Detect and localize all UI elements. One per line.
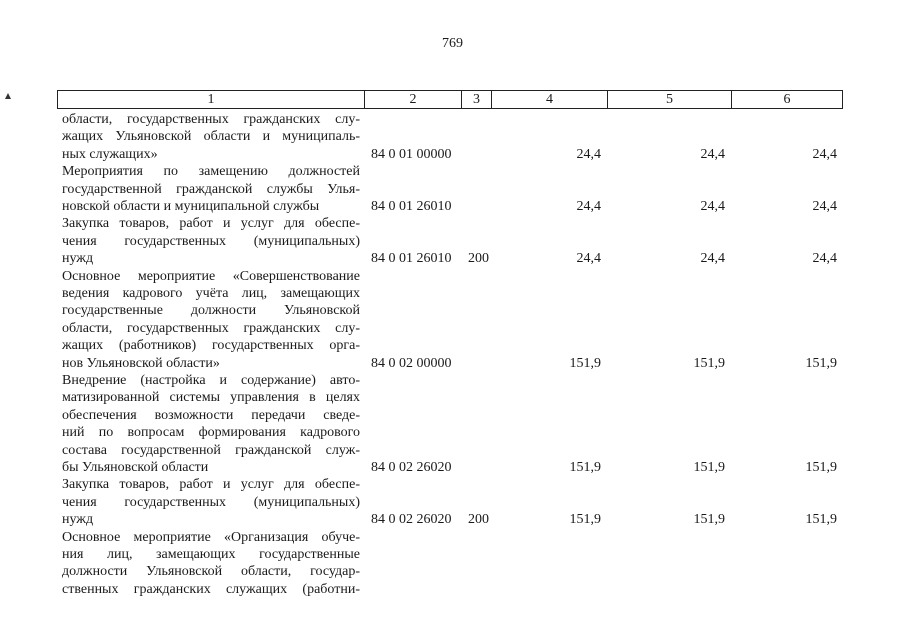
- page-number: 769: [442, 36, 463, 51]
- row-value-6: 151,9: [805, 460, 837, 475]
- row-description: Внедрение (настройка и содержание) авто- матизированной системы управления в целях обеспечения возможности передачи сведе- ний по вопросам формирования кадрового состава государственной гражданской служ- бы Ульяновской области: [62, 373, 360, 476]
- row-value-6: 151,9: [805, 355, 837, 371]
- column-header-row: [58, 91, 843, 109]
- row-value-4: 151,9: [569, 512, 601, 528]
- row-value-5: 24,4: [700, 198, 725, 214]
- column-header-table: [57, 90, 843, 109]
- row-description: Основное мероприятие «Совершенствование ведения кадрового учёта лиц, замещающих государственные должности Ульяновской области, государственных гражданских слу- жащих (работников) государственных орга- нов Ульяновской области»: [62, 268, 360, 371]
- row-value-5: 24,4: [700, 146, 725, 162]
- row-value-4: 151,9: [569, 355, 601, 371]
- row-type: 200: [468, 512, 489, 528]
- row-code: 84 0 01 00000: [371, 146, 452, 162]
- row-code: 84 0 02 26020: [371, 460, 452, 475]
- row-description: Мероприятия по замещению должностей государственной гражданской службы Улья- новской области и муниципальной службы: [62, 164, 360, 214]
- row-description: Закупка товаров, работ и услуг для обеспе- чения государственных (муниципальных) нужд: [62, 477, 360, 528]
- row-value-5: 151,9: [693, 512, 725, 528]
- row-value-5: 151,9: [693, 355, 725, 371]
- row-value-4: 151,9: [569, 460, 601, 475]
- row-code: 84 0 02 26020: [371, 512, 452, 528]
- row-value-6: 24,4: [812, 198, 837, 214]
- corner-mark-icon: [5, 93, 11, 99]
- header-col-1: 1: [58, 91, 365, 109]
- row-value-5: 24,4: [700, 251, 725, 267]
- header-col-2: 2: [365, 91, 462, 109]
- row-value-6: 151,9: [805, 512, 837, 528]
- row-value-4: 24,4: [576, 251, 601, 267]
- row-description: области, государственных гражданских слу- жащих Ульяновской области и муниципаль- ных служащих»: [62, 112, 360, 162]
- row-value-6: 24,4: [812, 251, 837, 267]
- row-value-5: 151,9: [693, 460, 725, 475]
- row-value-6: 24,4: [812, 146, 837, 162]
- header-col-3: 3: [462, 91, 492, 109]
- header-col-6: 6: [732, 91, 843, 109]
- row-description: Основное мероприятие «Организация обуче- ния лиц, замещающих государственные должности Ульяновской области, государ- ственных гражданских служащих (работни-: [62, 529, 360, 597]
- header-col-4: 4: [492, 91, 608, 109]
- row-code: 84 0 01 26010: [371, 198, 452, 214]
- row-code: 84 0 01 26010: [371, 251, 452, 267]
- row-code: 84 0 02 00000: [371, 355, 452, 371]
- row-value-4: 24,4: [576, 146, 601, 162]
- header-col-5: 5: [608, 91, 732, 109]
- row-value-4: 24,4: [576, 198, 601, 214]
- row-description: Закупка товаров, работ и услуг для обеспе- чения государственных (муниципальных) нужд: [62, 216, 360, 267]
- row-type: 200: [468, 251, 489, 267]
